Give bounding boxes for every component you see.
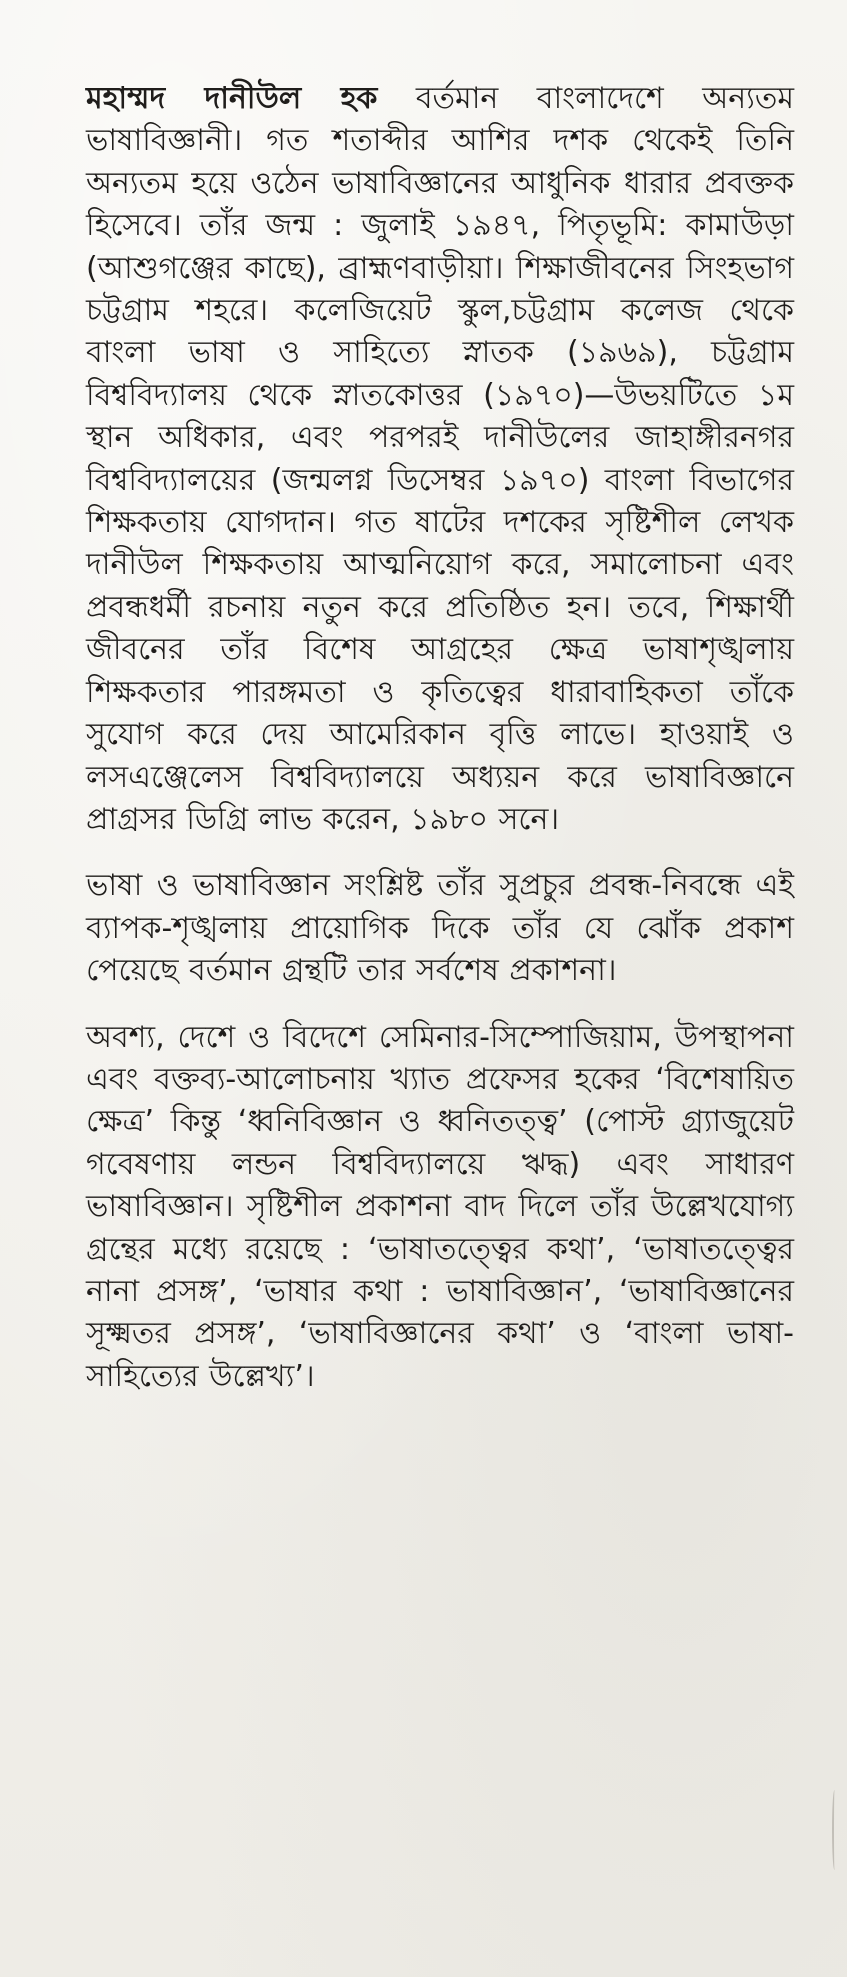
- bio-paragraph-1-body: বর্তমান বাংলাদেশে অন্যতম ভাষাবিজ্ঞানী। গত শতাব্দীর আশির দশক থেকেই তিনি অন্যতম হয়ে ওঠেন ভাষাবিজ্ঞানের আধুনিক ধারার প্রবক্তক হিসেবে। তাঁর জন্ম : জুলাই ১৯৪৭, পিতৃভূমি: কামাউড়া (আশুগঞ্জের কাছে), ব্রাহ্মণবাড়ীয়া। শিক্ষাজীবনের সিংহভাগ চট্টগ্রাম শহরে। কলেজিয়েট স্কুল,চট্টগ্রাম কলেজ থেকে বাংলা ভাষা ও সাহিত্যে স্নাতক (১৯৬৯), চট্টগ্রাম বিশ্ববিদ্যালয় থেকে স্নাতকোত্তর (১৯৭০)—উভয়টিতে ১ম স্থান অধিকার, এবং পরপরই দানীউলের জাহাঙ্গীরনগর বিশ্ববিদ্যালয়ের (জন্মলগ্ন ডিসেম্বর ১৯৭০) বাংলা বিভাগের শিক্ষকতায় যোগদান। গত ষাটের দশকের সৃষ্টিশীল লেখক দানীউল শিক্ষকতায় আত্মনিয়োগ করে, সমালোচনা এবং প্রবন্ধধর্মী রচনায় নতুন করে প্রতিষ্ঠিত হন। তবে, শিক্ষার্থী জীবনের তাঁর বিশেষ আগ্রহের ক্ষেত্র ভাষাশৃঙ্খলায় শিক্ষকতার পারঙ্গমতা ও কৃতিত্বের ধারাবাহিকতা তাঁকে সুযোগ করে দেয় আমেরিকান বৃত্তি লাভে। হাওয়াই ও লসএঞ্জেলেস বিশ্ববিদ্যালয়ে অধ্যয়ন করে ভাষাবিজ্ঞানে প্রাগ্রসর ডিগ্রি লাভ করেন, ১৯৮০ সনে।: [86, 81, 794, 837]
- bio-paragraph-3: অবশ্য, দেশে ও বিদেশে সেমিনার-সিম্পোজিয়াম, উপস্থাপনা এবং বক্তব্য-আলোচনায় খ্যাত প্রফেসর হকের ‘বিশেষায়িত ক্ষেত্র’ কিন্তু ‘ধ্বনিবিজ্ঞান ও ধ্বনিতত্ত্ব’ (পোস্ট গ্র্যাজুয়েট গবেষণায় লন্ডন বিশ্ববিদ্যালয়ে ঋদ্ধ) এবং সাধারণ ভাষাবিজ্ঞান। সৃষ্টিশীল প্রকাশনা বাদ দিলে তাঁর উল্লেখযোগ্য গ্রন্থের মধ্যে রয়েছে : ‘ভাষাতত্ত্বের কথা’, ‘ভাষাতত্ত্বের নানা প্রসঙ্গ’, ‘ভাষার কথা : ভাষাবিজ্ঞান’, ‘ভাষাবিজ্ঞানের সূক্ষ্মতর প্রসঙ্গ’, ‘ভাষাবিজ্ঞানের কথা’ ও ‘বাংলা ভাষা-সাহিত্যের উল্লেখ্য’।: [86, 1019, 794, 1394]
- author-name: মহাম্মদ দানীউল হক: [86, 81, 378, 116]
- paper-fold-mark: [832, 1790, 837, 1870]
- author-bio-text: [86, 78, 794, 1398]
- bio-paragraph-1: [86, 78, 794, 841]
- bio-paragraph-2: ভাষা ও ভাষাবিজ্ঞান সংশ্লিষ্ট তাঁর সুপ্রচুর প্রবন্ধ-নিবন্ধে এই ব্যাপক-শৃঙ্খলায় প্রায়োগিক দিকে তাঁর যে ঝোঁক প্রকাশ পেয়েছে বর্তমান গ্রন্থটি তার সর্বশেষ প্রকাশনা।: [86, 868, 794, 989]
